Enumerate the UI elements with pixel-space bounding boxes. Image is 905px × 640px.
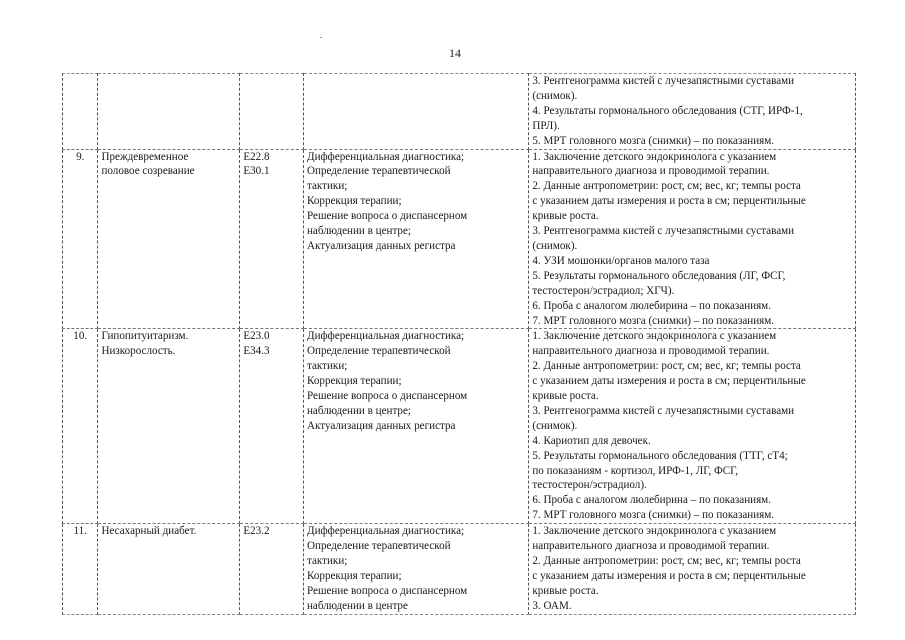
purpose-line: Коррекция терапии;: [307, 569, 402, 582]
purpose-line: Актуализация данных регистра: [307, 419, 456, 432]
row-number: 11.: [73, 525, 87, 538]
scan-speck: [320, 37, 322, 38]
purpose-line: наблюдении в центре;: [307, 404, 411, 417]
document-line: 1. Заключение детского эндокринолога с указанием: [532, 150, 777, 163]
purpose-line: Дифференциальная диагностика;: [307, 330, 465, 343]
document-line: 3. Рентгенограмма кистей с лучезапястными суставами: [532, 225, 795, 238]
table-row: [63, 329, 856, 524]
diagnosis-line: Несахарный диабет.: [101, 525, 197, 538]
purpose-line: Решение вопроса о диспансерном: [307, 390, 468, 403]
document-line: (снимок).: [532, 89, 578, 102]
document-line: 3. ОАМ.: [532, 599, 572, 612]
document-line: 6. Проба с аналогом люлебирина – по показаниям.: [532, 299, 771, 312]
cell-purpose: [304, 74, 529, 150]
document-line: 1. Заключение детского эндокринолога с указанием: [532, 525, 777, 538]
purpose-line: тактики;: [307, 180, 348, 193]
table-row: [63, 149, 856, 329]
document-line: с указанием даты измерения и роста в см; перцентильные: [532, 195, 806, 208]
cell-codes: [240, 74, 304, 150]
cell-number: [63, 149, 98, 329]
document-line: 7. МРТ головного мозга (снимки) – по показаниям.: [532, 509, 775, 522]
document-line: 2. Данные антропометрии: рост, см; вес, кг; темпы роста: [532, 555, 801, 567]
purpose-line: Решение вопроса о диспансерном: [307, 584, 468, 597]
document-line: направительного диагноза и проводимой терапии.: [532, 540, 770, 553]
table-body: [63, 74, 856, 615]
purpose-line: Определение терапевтической: [307, 345, 451, 358]
diagnosis-line: Низкорослость.: [101, 345, 176, 358]
purpose-line: Коррекция терапии;: [307, 375, 402, 388]
cell-documents: [529, 74, 856, 150]
document-line: 2. Данные антропометрии: рост, см; вес, кг; темпы роста: [532, 360, 801, 373]
icd-code: E22.8: [243, 150, 270, 163]
document-line: ПРЛ).: [532, 119, 560, 132]
icd-code: E23.0: [243, 330, 270, 343]
cell-number: [63, 524, 98, 614]
document-line: 7. МРТ головного мозга (снимки) – по показаниям.: [532, 314, 775, 327]
purpose-line: Определение терапевтической: [307, 165, 451, 178]
document-line: тестостерон/эстрадиол; ХГЧ).: [532, 284, 675, 297]
document-line: направительного диагноза и проводимой терапии.: [532, 165, 770, 178]
purpose-line: тактики;: [307, 555, 348, 567]
document-line: направительного диагноза и проводимой терапии.: [532, 345, 770, 358]
table-row: [63, 524, 856, 614]
document-line: 4. Кариотип для девочек.: [532, 434, 651, 447]
document-line: 5. МРТ головного мозга (снимки) – по показаниям.: [532, 134, 775, 147]
purpose-line: Решение вопроса о диспансерном: [307, 210, 468, 223]
purpose-line: тактики;: [307, 360, 348, 373]
cell-codes: [240, 524, 304, 614]
document-line: 2. Данные антропометрии: рост, см; вес, кг; темпы роста: [532, 180, 801, 193]
diagnosis-line: половое созревание: [101, 165, 195, 178]
cell-diagnosis: [98, 524, 240, 614]
diagnosis-line: Гипопитуитаризм.: [101, 330, 189, 343]
icd-code: E30.1: [243, 165, 270, 178]
referral-table: [62, 73, 856, 615]
cell-number: [63, 329, 98, 524]
document-line: с указанием даты измерения и роста в см; перцентильные: [532, 375, 806, 388]
page-number: 14: [449, 46, 461, 60]
cell-documents: [529, 149, 856, 329]
document-line: 5. Результаты гормонального обследования (ЛГ, ФСГ,: [532, 269, 786, 282]
cell-purpose: [304, 329, 529, 524]
purpose-line: наблюдении в центре: [307, 599, 408, 612]
icd-code: E34.3: [243, 345, 270, 358]
cell-diagnosis: [98, 149, 240, 329]
cell-documents: [529, 329, 856, 524]
row-number: 9.: [76, 150, 85, 163]
document-line: кривые роста.: [532, 210, 599, 223]
cell-codes: [240, 149, 304, 329]
cell-documents: [529, 524, 856, 614]
cell-diagnosis: [98, 329, 240, 524]
document-line: 3. Рентгенограмма кистей с лучезапястными суставами: [532, 75, 795, 87]
purpose-line: Дифференциальная диагностика;: [307, 525, 465, 538]
purpose-line: Коррекция терапии;: [307, 195, 402, 208]
document-line: (снимок).: [532, 419, 578, 432]
document-line: кривые роста.: [532, 390, 599, 403]
purpose-line: Актуализация данных регистра: [307, 239, 456, 252]
document-line: 1. Заключение детского эндокринолога с указанием: [532, 330, 777, 343]
document-line: кривые роста.: [532, 584, 599, 597]
document-line: (снимок).: [532, 239, 578, 252]
icd-code: E23.2: [243, 525, 270, 538]
document-line: 4. Результаты гормонального обследования (СТГ, ИРФ-1,: [532, 104, 803, 117]
purpose-line: Дифференциальная диагностика;: [307, 150, 465, 163]
cell-diagnosis: [98, 74, 240, 150]
purpose-line: наблюдении в центре;: [307, 225, 411, 238]
cell-number: [63, 74, 98, 150]
document-line: по показаниям - кортизол, ИРФ-1, ЛГ, ФСГ,: [532, 464, 739, 477]
document-line: 3. Рентгенограмма кистей с лучезапястными суставами: [532, 404, 795, 417]
row-number: 10.: [73, 330, 88, 343]
document-line: 6. Проба с аналогом люлебирина – по показаниям.: [532, 494, 771, 507]
document-line: с указанием даты измерения и роста в см; перцентильные: [532, 569, 806, 582]
document-line: 5. Результаты гормонального обследования (ТТГ, сТ4;: [532, 449, 788, 462]
table-row-continued: [63, 74, 856, 150]
purpose-line: Определение терапевтической: [307, 540, 451, 553]
document-line: тестостерон/эстрадиол).: [532, 479, 647, 492]
diagnosis-line: Преждевременное: [101, 150, 189, 163]
cell-purpose: [304, 524, 529, 614]
cell-purpose: [304, 149, 529, 329]
document-line: 4. УЗИ мошонки/органов малого таза: [532, 254, 710, 267]
cell-codes: [240, 329, 304, 524]
